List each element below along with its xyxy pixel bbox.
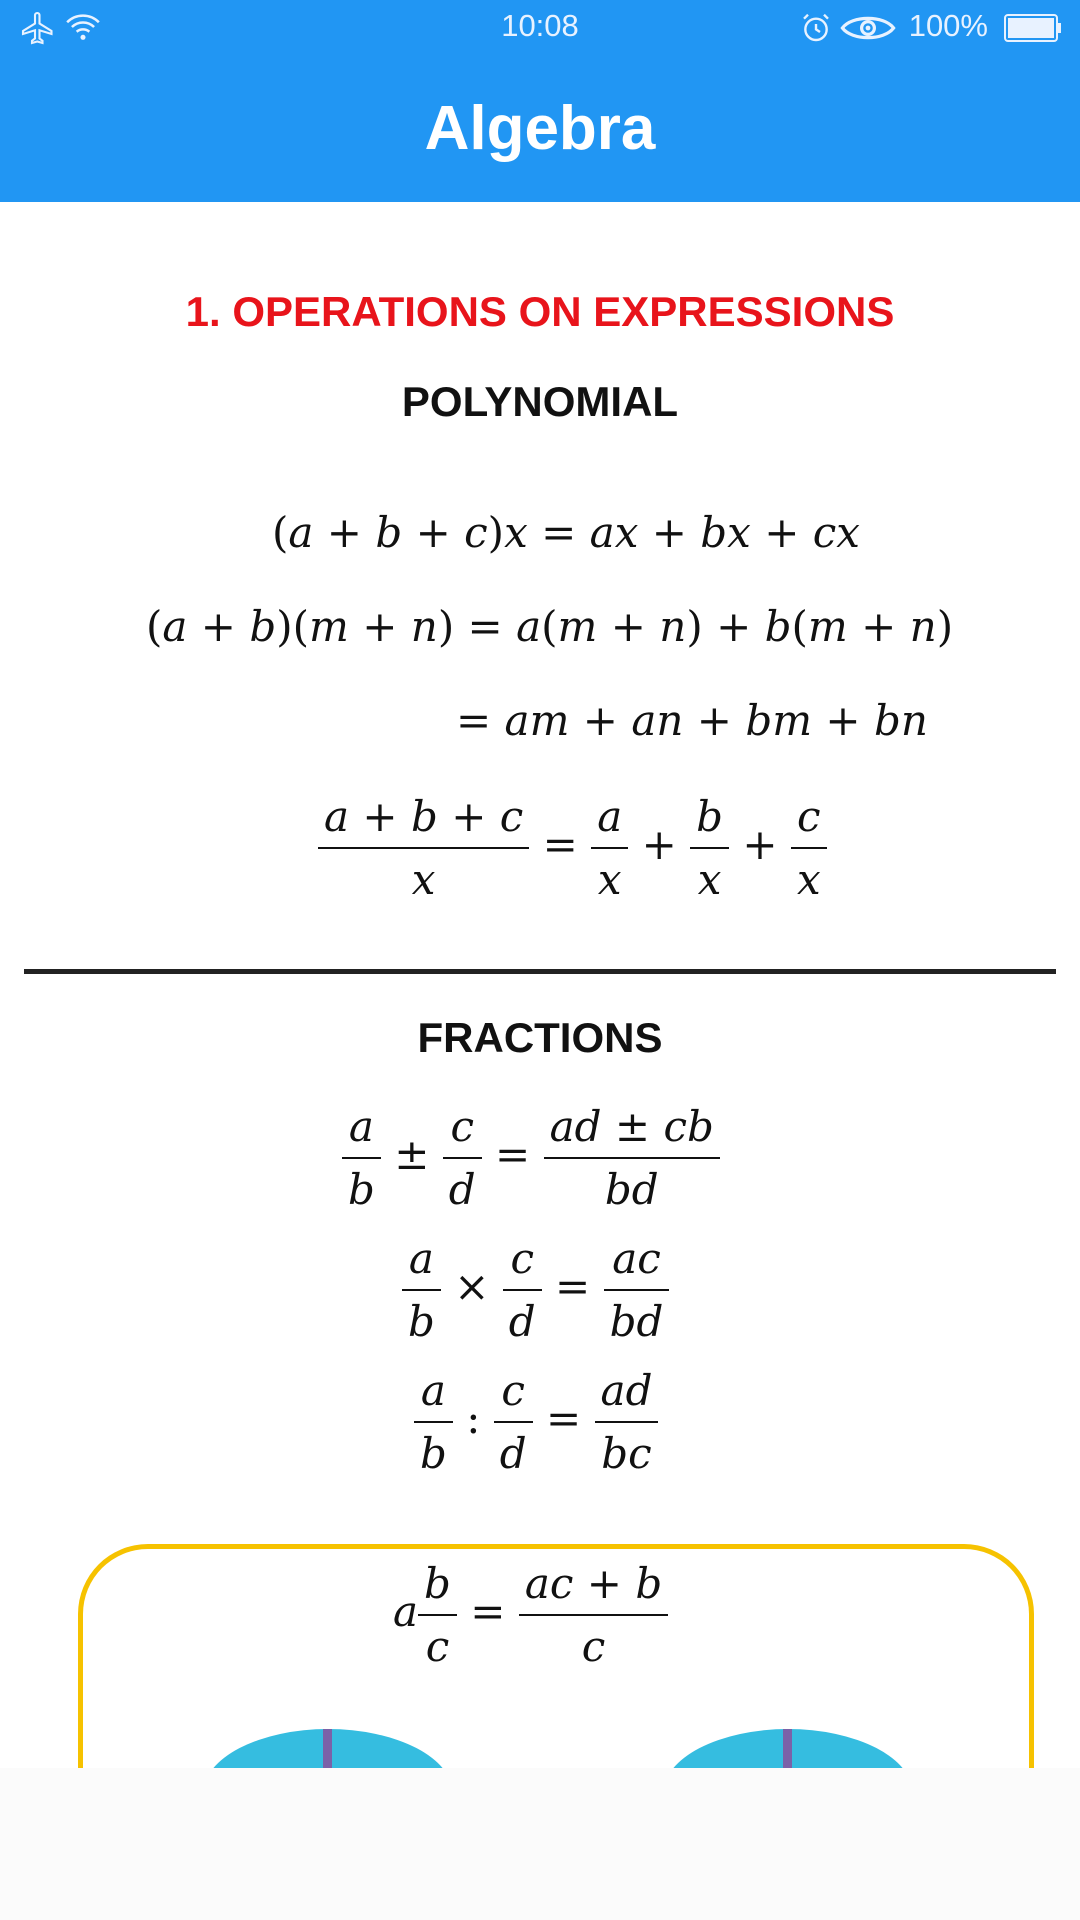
alarm-icon (800, 12, 832, 44)
formula-mixed-number: a $\frac{b}{c}$ = $\frac{ac + b}{c}$ (393, 1559, 668, 1671)
formula-fraction-add: $\frac{a}{b}$ ± $\frac{c}{d}$ = $\frac{ad \pm cb}{bd}$ (342, 1102, 720, 1214)
mixed-number-card (78, 1544, 1034, 1768)
fractions-heading: FRACTIONS (417, 1014, 663, 1061)
formula-fraction-multiply: $\frac{a}{b}$ × $\frac{c}{d}$ = $\frac{ac}{bd}$ (402, 1234, 669, 1346)
app-bar (0, 56, 1080, 202)
formula-polynomial-3: = am + an + bm + bn (456, 696, 928, 745)
pie-shape-left (203, 1729, 453, 1768)
status-bar (0, 0, 1080, 56)
formula-polynomial-1: (a + b + c)x = ax + bx + cx (272, 508, 860, 557)
formula-fraction-divide: $\frac{a}{b}$ : $\frac{c}{d}$ = $\frac{ad}{bc}$ (414, 1366, 658, 1478)
eye-icon (838, 12, 898, 44)
battery-percentage: 100% (908, 8, 988, 43)
content-area[interactable] (0, 202, 1080, 1768)
status-time: 10:08 (501, 8, 579, 43)
section-divider (24, 969, 1056, 974)
pie-shape-right (663, 1729, 913, 1768)
bottom-area (0, 1768, 1080, 1920)
formula-polynomial-4: $\frac{a + b + c}{x}$ = $\frac{a}{x}$ + $\frac{b}{x}$ + $\frac{c}{x}$ (318, 792, 827, 904)
section-title: 1. OPERATIONS ON EXPRESSIONS (185, 288, 895, 335)
battery-icon (1004, 14, 1062, 42)
formula-polynomial-2: (a + b)(m + n) = a(m + n) + b(m + n) (146, 602, 954, 651)
app-title: Algebra (424, 94, 656, 163)
polynomial-heading: POLYNOMIAL (401, 378, 679, 425)
